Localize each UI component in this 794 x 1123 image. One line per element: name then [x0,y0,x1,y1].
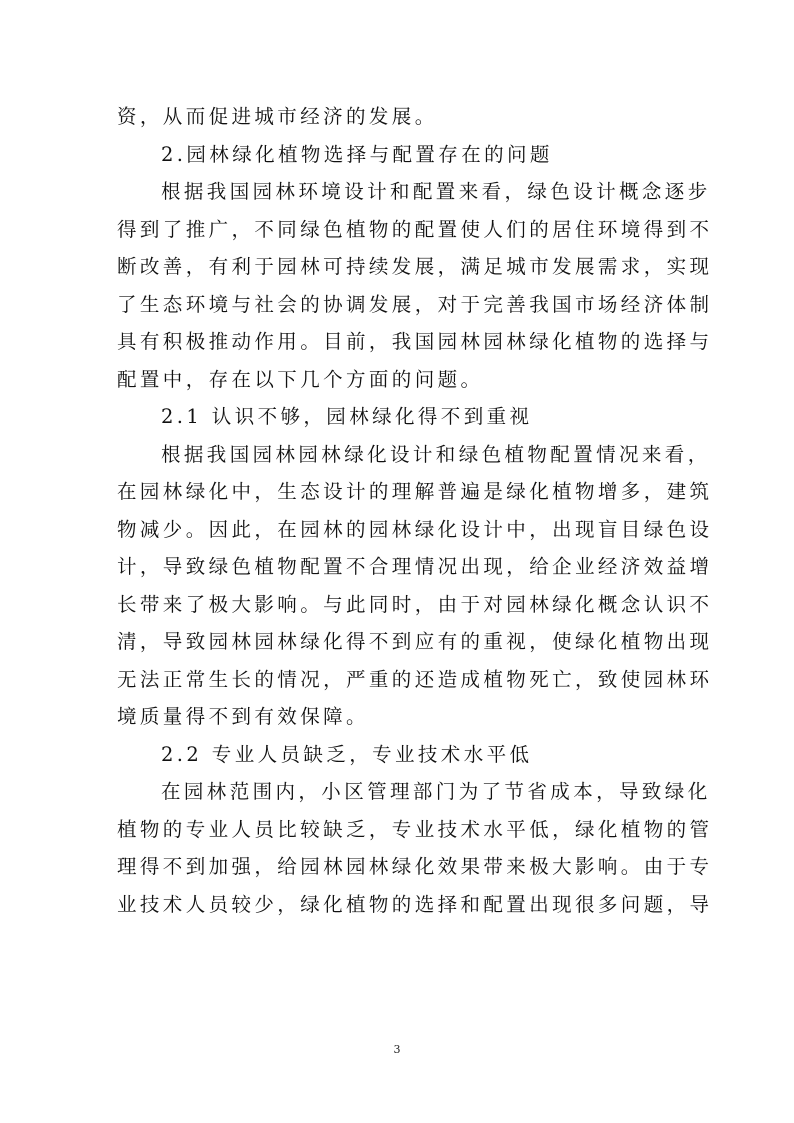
text-line: 物减少。因此，在园林的园林绿化设计中，出现盲目绿色设 [117,517,713,541]
text-line: 根据我国园林园林绿化设计和绿色植物配置情况来看， [161,442,711,466]
page-number: 3 [393,1043,401,1056]
text-line: 长带来了极大影响。与此同时，由于对园林绿化概念认识不 [117,592,713,616]
text-line: 清，导致园林园林绿化得不到应有的重视，使绿化植物出现 [117,630,713,653]
text-line: 业技术人员较少，绿化植物的选择和配置出现很多问题，导 [117,892,713,916]
text-line: 断改善，有利于园林可持续发展，满足城市发展需求，实现 [117,255,713,278]
subsection-heading: 2.2 专业人员缺乏，专业技术水平低 [161,742,533,766]
text-line: 境质量得不到有效保障。 [117,705,369,728]
text-line: 资，从而促进城市经济的发展。 [117,105,438,128]
text-line: 计，导致绿色植物配置不合理情况出现，给企业经济效益增 [117,555,713,578]
text-line: 得到了推广，不同绿色植物的配置使人们的居住环境得到不 [117,217,713,241]
subsection-heading: 2.1 认识不够，园林绿化得不到重视 [161,405,533,428]
text-line: 具有积极推动作用。目前，我国园林园林绿化植物的选择与 [117,330,713,353]
text-line: 了生态环境与社会的协调发展，对于完善我国市场经济体制 [117,292,713,316]
text-line: 在园林范围内，小区管理部门为了节省成本，导致绿化 [161,780,711,803]
section-heading: 2.园林绿化植物选择与配置存在的问题 [161,142,553,166]
text-line: 无法正常生长的情况，严重的还造成植物死亡，致使园林环 [117,667,713,691]
text-line: 在园林绿化中，生态设计的理解普遍是绿化植物增多，建筑 [117,480,713,503]
text-line: 配置中，存在以下几个方面的问题。 [117,367,484,391]
text-line: 植物的专业人员比较缺乏，专业技术水平低，绿化植物的管 [117,817,713,841]
text-line: 理得不到加强，给园林园林绿化效果带来极大影响。由于专 [117,855,713,878]
document-body [117,98,713,923]
text-line: 根据我国园林环境设计和配置来看，绿色设计概念逐步 [161,180,711,203]
